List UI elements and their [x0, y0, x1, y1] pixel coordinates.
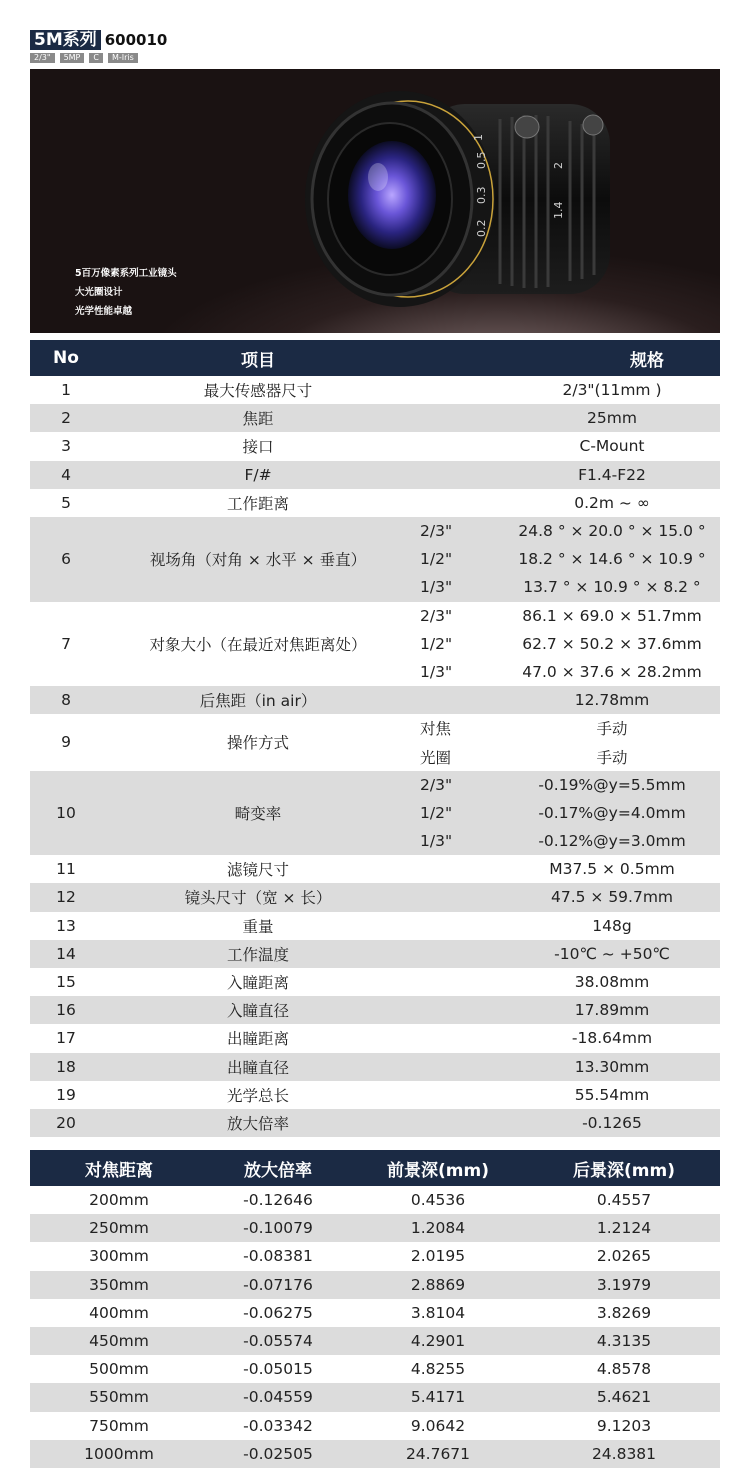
- focus-row: [30, 1271, 720, 1299]
- spec-subitem: [414, 883, 504, 911]
- spec-value: 24.8 ° × 20.0 ° × 15.0 °: [504, 517, 720, 545]
- tag-sensor: 2/3": [30, 53, 55, 63]
- focus-distance: 500mm: [30, 1355, 208, 1383]
- front-dof: 2.8869: [348, 1271, 528, 1299]
- spec-item: 对象大小（在最近对焦距离处）: [102, 602, 414, 687]
- front-dof: 5.4171: [348, 1383, 528, 1411]
- spec-item: 放大倍率: [102, 1109, 414, 1137]
- focus-row: [30, 1242, 720, 1270]
- spec-no: 1: [30, 376, 102, 404]
- spec-value: 手动: [504, 714, 720, 742]
- magnification: -0.12646: [208, 1186, 348, 1214]
- rear-dof: 4.8578: [528, 1355, 720, 1383]
- header-focus-distance: 对焦距离: [30, 1150, 208, 1186]
- spec-value: 47.5 × 59.7mm: [504, 883, 720, 911]
- spec-value: 13.30mm: [504, 1053, 720, 1081]
- spec-item: 重量: [102, 912, 414, 940]
- spec-value: 13.7 ° × 10.9 ° × 8.2 °: [504, 573, 720, 601]
- tagline-line: 5百万像素系列工业镜头: [75, 268, 177, 279]
- spec-subitem: [414, 1081, 504, 1109]
- spec-value: -0.17%@y=4.0mm: [504, 799, 720, 827]
- focus-row: [30, 1383, 720, 1411]
- spec-subitem: [414, 1053, 504, 1081]
- spec-no: 3: [30, 432, 102, 460]
- front-dof: 2.0195: [348, 1242, 528, 1270]
- header-rear-dof: 后景深(mm): [528, 1150, 720, 1186]
- focus-row: [30, 1299, 720, 1327]
- spec-row: [30, 714, 720, 742]
- spec-no: 17: [30, 1024, 102, 1052]
- spec-row: [30, 686, 720, 714]
- spec-row: [30, 517, 720, 545]
- magnification: -0.02505: [208, 1440, 348, 1468]
- spec-header-row: [30, 340, 720, 376]
- focus-distance: 750mm: [30, 1412, 208, 1440]
- spec-row: [30, 883, 720, 911]
- spec-subitem: [414, 404, 504, 432]
- front-dof: 4.2901: [348, 1327, 528, 1355]
- spec-value: 47.0 × 37.6 × 28.2mm: [504, 658, 720, 686]
- spec-value: -18.64mm: [504, 1024, 720, 1052]
- spec-row: [30, 489, 720, 517]
- focus-row: [30, 1412, 720, 1440]
- spec-no: 14: [30, 940, 102, 968]
- spec-no: 18: [30, 1053, 102, 1081]
- focus-table: [30, 1150, 720, 1468]
- tagline-line: 光学性能卓越: [75, 306, 133, 317]
- spec-subitem: [414, 968, 504, 996]
- rear-dof: 0.4557: [528, 1186, 720, 1214]
- spec-item: 最大传感器尺寸: [102, 376, 414, 404]
- lens-mark: 0.5: [475, 151, 488, 169]
- spec-value: -0.1265: [504, 1109, 720, 1137]
- focus-distance: 550mm: [30, 1383, 208, 1411]
- spec-item: 视场角（对角 × 水平 × 垂直）: [102, 517, 414, 602]
- spec-item: 焦距: [102, 404, 414, 432]
- spec-no: 19: [30, 1081, 102, 1109]
- lens-mark: 0.3: [475, 186, 488, 204]
- spec-item: 光学总长: [102, 1081, 414, 1109]
- rear-dof: 9.1203: [528, 1412, 720, 1440]
- spec-subitem: 1/2": [414, 799, 504, 827]
- header-no: No: [30, 340, 102, 376]
- spec-item: 畸变率: [102, 771, 414, 856]
- focus-distance: 400mm: [30, 1299, 208, 1327]
- spec-row: [30, 1053, 720, 1081]
- header: [30, 30, 167, 70]
- focus-distance: 200mm: [30, 1186, 208, 1214]
- spec-value: 38.08mm: [504, 968, 720, 996]
- rear-dof: 3.8269: [528, 1299, 720, 1327]
- spec-value: -0.12%@y=3.0mm: [504, 827, 720, 855]
- spec-value: 0.2m ~ ∞: [504, 489, 720, 517]
- spec-row: [30, 1081, 720, 1109]
- spec-no: 5: [30, 489, 102, 517]
- spec-item: F/#: [102, 461, 414, 489]
- spec-no: 13: [30, 912, 102, 940]
- spec-subitem: 1/2": [414, 545, 504, 573]
- spec-table: [30, 340, 720, 1137]
- series-badge: 5M系列: [30, 30, 101, 50]
- spec-item: 入瞳距离: [102, 968, 414, 996]
- header-magnification: 放大倍率: [208, 1150, 348, 1186]
- focus-row: [30, 1355, 720, 1383]
- spec-subitem: 1/3": [414, 827, 504, 855]
- spec-item: 镜头尺寸（宽 × 长）: [102, 883, 414, 911]
- spec-row: [30, 376, 720, 404]
- spec-item: 接口: [102, 432, 414, 460]
- spec-subitem: [414, 376, 504, 404]
- focus-row: [30, 1214, 720, 1242]
- hero-banner: [30, 69, 720, 333]
- spec-item: 出瞳距离: [102, 1024, 414, 1052]
- spec-subitem: [414, 461, 504, 489]
- rear-dof: 3.1979: [528, 1271, 720, 1299]
- spec-value: C-Mount: [504, 432, 720, 460]
- spec-subitem: [414, 432, 504, 460]
- hero-tagline: [75, 264, 177, 321]
- spec-item: 入瞳直径: [102, 996, 414, 1024]
- spec-subitem: [414, 996, 504, 1024]
- tag-resolution: 5MP: [60, 53, 85, 63]
- rear-dof: 5.4621: [528, 1383, 720, 1411]
- spec-item: 后焦距（in air）: [102, 686, 414, 714]
- front-dof: 3.8104: [348, 1299, 528, 1327]
- spec-row: [30, 968, 720, 996]
- front-dof: 24.7671: [348, 1440, 528, 1468]
- focus-distance: 1000mm: [30, 1440, 208, 1468]
- rear-dof: 4.3135: [528, 1327, 720, 1355]
- magnification: -0.08381: [208, 1242, 348, 1270]
- rear-dof: 24.8381: [528, 1440, 720, 1468]
- spec-no: 7: [30, 602, 102, 687]
- magnification: -0.03342: [208, 1412, 348, 1440]
- spec-subitem: 光圈: [414, 742, 504, 770]
- lens-mark: 1: [472, 134, 485, 141]
- spec-value: 17.89mm: [504, 996, 720, 1024]
- spec-row: [30, 771, 720, 799]
- lens-mark: 0.2: [475, 219, 488, 237]
- spec-value: -10℃ ~ +50℃: [504, 940, 720, 968]
- spec-subitem: 对焦: [414, 714, 504, 742]
- spec-subitem: [414, 940, 504, 968]
- spec-no: 6: [30, 517, 102, 602]
- magnification: -0.05015: [208, 1355, 348, 1383]
- focus-distance: 450mm: [30, 1327, 208, 1355]
- focus-distance: 250mm: [30, 1214, 208, 1242]
- spec-item: 工作温度: [102, 940, 414, 968]
- tag-mount: C: [89, 53, 103, 63]
- spec-row: [30, 996, 720, 1024]
- header-front-dof: 前景深(mm): [348, 1150, 528, 1186]
- spec-subitem: [414, 1024, 504, 1052]
- spec-value: M37.5 × 0.5mm: [504, 855, 720, 883]
- spec-row: [30, 404, 720, 432]
- spec-subitem: 1/3": [414, 573, 504, 601]
- spec-row: [30, 461, 720, 489]
- focus-body: [30, 1186, 720, 1468]
- spec-value: -0.19%@y=5.5mm: [504, 771, 720, 799]
- spec-item: 工作距离: [102, 489, 414, 517]
- spec-no: 20: [30, 1109, 102, 1137]
- spec-no: 2: [30, 404, 102, 432]
- spec-value: 18.2 ° × 14.6 ° × 10.9 °: [504, 545, 720, 573]
- magnification: -0.10079: [208, 1214, 348, 1242]
- magnification: -0.07176: [208, 1271, 348, 1299]
- magnification: -0.06275: [208, 1299, 348, 1327]
- header-item: 项目: [102, 340, 414, 376]
- spec-subitem: 1/2": [414, 630, 504, 658]
- product-code: 600010: [104, 31, 168, 49]
- spec-row: [30, 1109, 720, 1137]
- spec-value: 12.78mm: [504, 686, 720, 714]
- rear-dof: 2.0265: [528, 1242, 720, 1270]
- spec-subitem: 2/3": [414, 771, 504, 799]
- front-dof: 1.2084: [348, 1214, 528, 1242]
- spec-subitem: [414, 686, 504, 714]
- focus-row: [30, 1440, 720, 1468]
- spec-row: [30, 940, 720, 968]
- spec-value: 手动: [504, 742, 720, 770]
- spec-no: 15: [30, 968, 102, 996]
- tagline-line: 大光圈设计: [75, 287, 123, 298]
- spec-value: 62.7 × 50.2 × 37.6mm: [504, 630, 720, 658]
- spec-subitem: [414, 855, 504, 883]
- spec-row: [30, 432, 720, 460]
- front-dof: 4.8255: [348, 1355, 528, 1383]
- spec-subitem: 1/3": [414, 658, 504, 686]
- focus-header-row: [30, 1150, 720, 1186]
- spec-no: 16: [30, 996, 102, 1024]
- spec-value: F1.4-F22: [504, 461, 720, 489]
- header-spec: 规格: [414, 340, 720, 376]
- spec-row: [30, 912, 720, 940]
- spec-no: 8: [30, 686, 102, 714]
- focus-row: [30, 1327, 720, 1355]
- spec-value: 2/3"(11mm ): [504, 376, 720, 404]
- focus-distance: 300mm: [30, 1242, 208, 1270]
- spec-row: [30, 1024, 720, 1052]
- focus-row: [30, 1186, 720, 1214]
- tag-iris: M-Iris: [108, 53, 138, 63]
- front-dof: 9.0642: [348, 1412, 528, 1440]
- spec-row: [30, 602, 720, 630]
- focus-distance: 350mm: [30, 1271, 208, 1299]
- magnification: -0.05574: [208, 1327, 348, 1355]
- magnification: -0.04559: [208, 1383, 348, 1411]
- spec-subitem: 2/3": [414, 517, 504, 545]
- spec-no: 10: [30, 771, 102, 856]
- spec-no: 11: [30, 855, 102, 883]
- lens-mark: 2: [552, 162, 565, 169]
- spec-no: 9: [30, 714, 102, 770]
- spec-subitem: 2/3": [414, 602, 504, 630]
- lens-mark: 1.4: [552, 201, 565, 219]
- spec-item: 出瞳直径: [102, 1053, 414, 1081]
- spec-subitem: [414, 1109, 504, 1137]
- spec-row: [30, 855, 720, 883]
- spec-value: 86.1 × 69.0 × 51.7mm: [504, 602, 720, 630]
- spec-no: 12: [30, 883, 102, 911]
- spec-item: 滤镜尺寸: [102, 855, 414, 883]
- spec-body: [30, 376, 720, 1137]
- spec-value: 148g: [504, 912, 720, 940]
- series-title: [30, 30, 167, 50]
- spec-subitem: [414, 912, 504, 940]
- spec-tags: [30, 53, 167, 63]
- spec-no: 4: [30, 461, 102, 489]
- spec-value: 25mm: [504, 404, 720, 432]
- spec-subitem: [414, 489, 504, 517]
- rear-dof: 1.2124: [528, 1214, 720, 1242]
- spec-value: 55.54mm: [504, 1081, 720, 1109]
- front-dof: 0.4536: [348, 1186, 528, 1214]
- spec-item: 操作方式: [102, 714, 414, 770]
